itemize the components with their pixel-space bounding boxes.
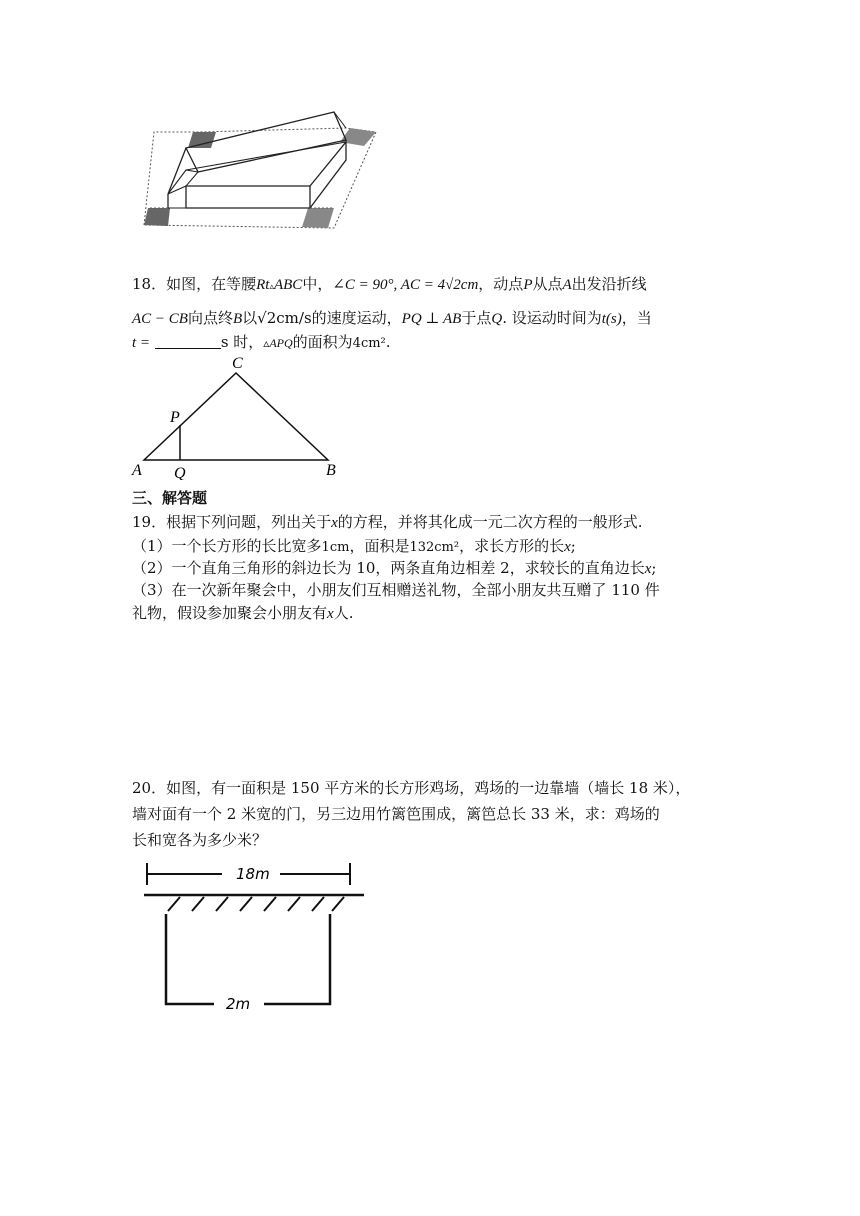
q19-line-1: 19．根据下列问题，列出关于x的方程，并将其化成一元二次方程的一般形式. <box>132 513 643 531</box>
q19-part-3-cont: 礼物，假设参加聚会小朋友有x人. <box>132 604 354 622</box>
q18-line-1: 18．如图，在等腰Rt▵ABC中，∠C = 90°, AC = 4√2cm，动点P从点A出发沿折线 <box>132 275 647 293</box>
corner-square-bottom-left <box>144 208 170 226</box>
door-width-label: 2m <box>226 995 251 1013</box>
q19-part-2: （2）一个直角三角形的斜边长为 10，两条直角边相差 2，求较长的直角边长x; <box>132 559 657 577</box>
chicken-yard-figure <box>140 858 380 1018</box>
triangle-figure <box>128 350 358 480</box>
box-fold-figure <box>138 90 388 235</box>
label-c: C <box>232 355 243 372</box>
section-heading: 三、解答题 <box>132 489 208 507</box>
corner-square-top-left <box>188 132 216 148</box>
fence <box>166 914 330 1004</box>
q18-line-3: t = s 时，▵APQ的面积为4cm². <box>132 333 391 351</box>
q20-line-1: 20．如图，有一面积是 150 平方米的长方形鸡场，鸡场的一边靠墙（墙长 18 米）， <box>132 779 691 797</box>
q19-part-1: （1）一个长方形的长比宽多1cm，面积是132cm²，求长方形的长x; <box>132 537 576 555</box>
q18-line-2: AC − CB向点终B以√2cm/s的速度运动，PQ ⊥ AB于点Q. 设运动时间为t(s)，当 <box>132 309 652 327</box>
answer-blank[interactable] <box>155 334 221 349</box>
label-p: P <box>170 409 180 426</box>
label-b: B <box>326 462 336 479</box>
corner-square-bottom-right <box>302 208 334 228</box>
q20-line-3: 长和宽各为多少米？ <box>132 831 268 849</box>
wall-length-label: 18m <box>236 865 270 883</box>
q19-part-3: （3）在一次新年聚会中，小朋友们互相赠送礼物，全部小朋友共互赠了 110 件 <box>132 581 660 599</box>
q20-line-2: 墙对面有一个 2 米宽的门，另三边用竹篱笆围成，篱笆总长 33 米，求：鸡场的 <box>132 805 660 823</box>
label-a: A <box>132 462 142 479</box>
label-q: Q <box>174 465 186 480</box>
